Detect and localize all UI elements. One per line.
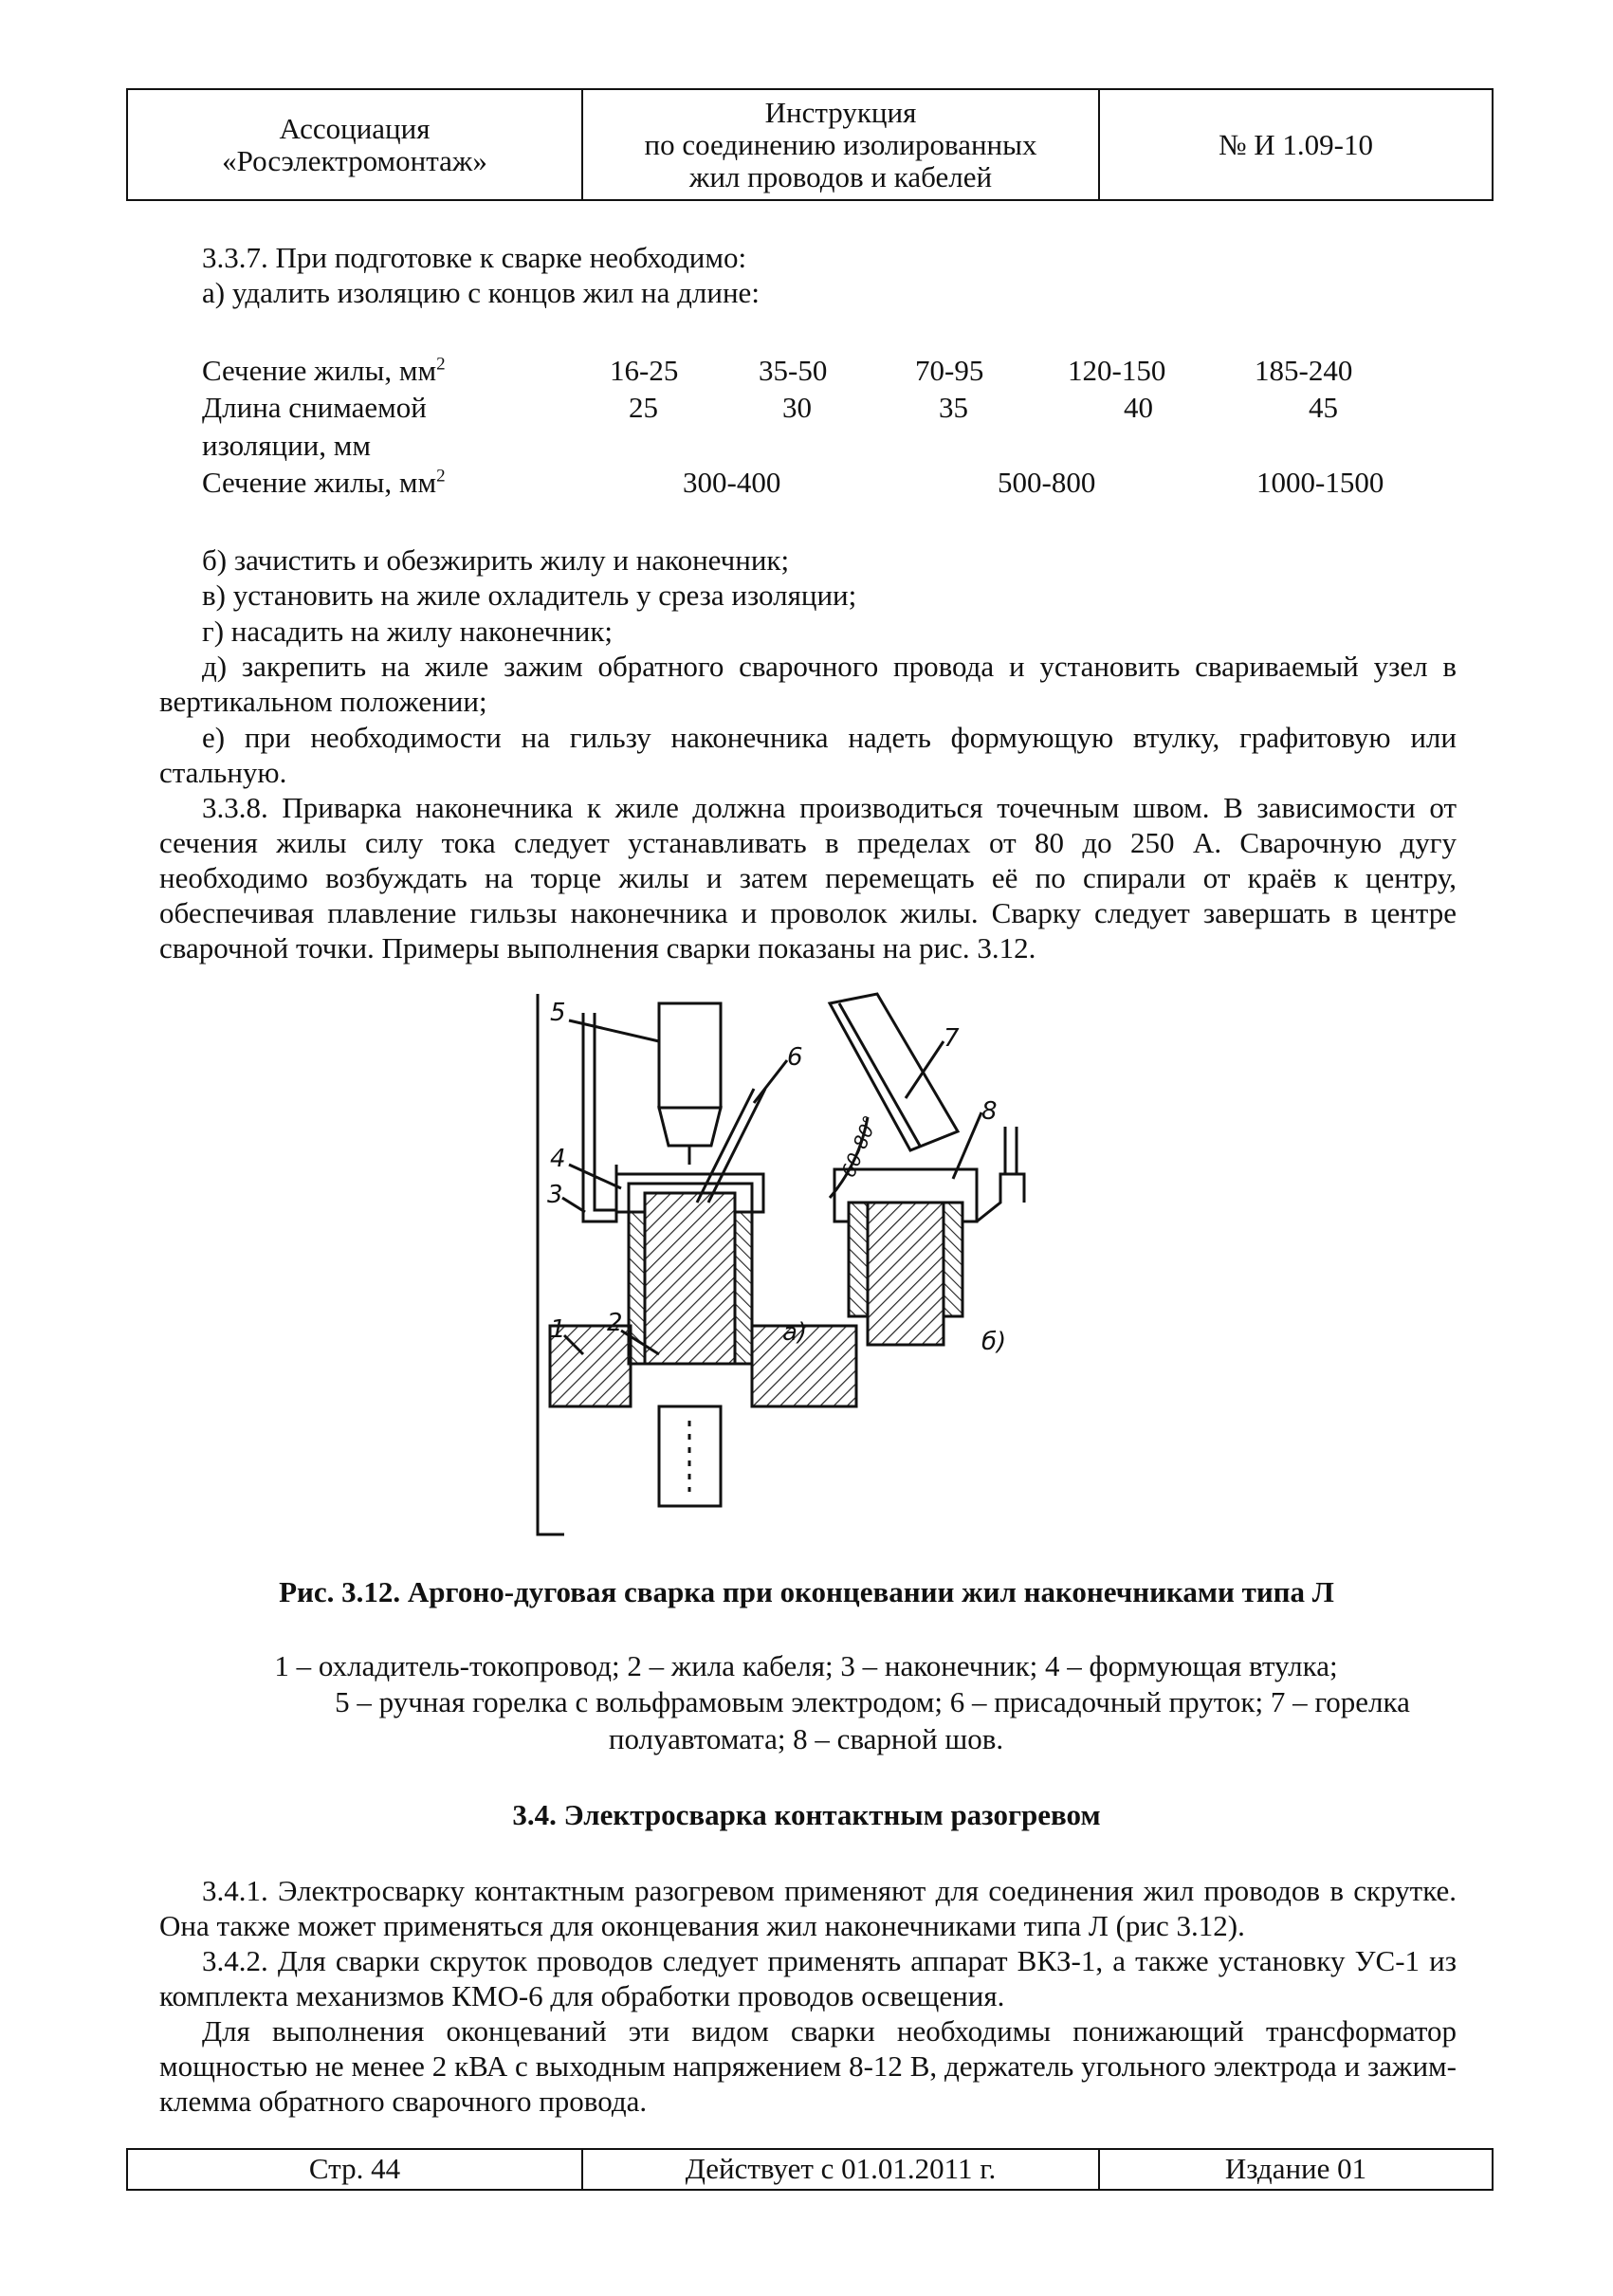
footer-edition: Издание 01 — [1224, 2152, 1367, 2185]
step-b: б) зачистить и обезжирить жилу и наконечник; — [202, 543, 790, 577]
paragraph-3-3-8: 3.3.8. Приварка наконечника к жиле должна производиться точечным швом. В зависимости от сечения жилы силу тока следует устанавливать в пределах от 80 до 250 А. Сварочную дугу необходимо возбуждать на торце жилы и затем перемещать её по спирали от краёв к центру, обеспечивая плавление гильзы наконечника и проволок жилы. Сварку следует завершать в центре сварочной точки. Примеры выполнения сварки показаны на рис. 3.12. — [159, 791, 1457, 964]
row3-label: Сечение жилы, $мм^2$ — [202, 466, 446, 499]
header-doc-cell — [583, 90, 1100, 199]
legend-line-3: полуавтомата; 8 – сварной шов. — [608, 1722, 1004, 1755]
table-cell: 30 — [782, 391, 812, 424]
fig-label-b: б) — [981, 1328, 1007, 1356]
doc-title-line-1: Инструкция — [764, 95, 917, 129]
legend-line-2: 5 – ручная горелка с вольфрамовым электродом; 6 – присадочный пруток; 7 – горелка — [335, 1685, 1410, 1718]
paragraph-3-4-3: Для выполнения оконцеваний эти видом сварки необходимы понижающий трансформатор мощностью не менее 2 кВА с выходным напряжением 8-12 В, держатель угольного электрода и зажим-клемма обратного сварочного провода. — [159, 2014, 1457, 2118]
doc-title-line-3: жил проводов и кабелей — [688, 159, 993, 193]
fig-label-3: 3 — [547, 1181, 563, 1209]
row2-label-line-1: Длина снимаемой — [202, 391, 427, 424]
table-cell: 300-400 — [683, 466, 781, 499]
header-table — [126, 88, 1494, 201]
item-a: а) удалить изоляцию с концов жил на длине: — [202, 276, 760, 309]
fig-angle-label: 60-80° — [836, 1111, 883, 1181]
step-v: в) установить на жиле охладитель у среза изоляции; — [202, 579, 857, 612]
row1-label: Сечение жилы, $мм^2$ — [202, 354, 446, 387]
step-g: г) насадить на жилу наконечник; — [202, 615, 614, 648]
table-cell: 45 — [1309, 391, 1338, 424]
table-cell: 40 — [1124, 391, 1153, 424]
table-cell: 500-800 — [998, 466, 1096, 499]
table-cell: 185-240 — [1255, 354, 1353, 387]
fig-label-1: 1 — [550, 1315, 566, 1344]
doc-title-line-2: по соединению изолированных — [644, 127, 1037, 161]
org-line-1: Ассоциация — [279, 111, 431, 145]
figure-caption: Рис. 3.12. Аргоно-дуговая сварка при оконцевании жил наконечниками типа Л — [279, 1575, 1334, 1608]
fig-label-6: 6 — [787, 1043, 803, 1072]
table-cell: 16-25 — [610, 354, 679, 387]
paragraph-3-4-2: 3.4.2. Для сварки скруток проводов следует применять аппарат ВКЗ-1, а также установку УС-1 из комплекта механизмов КМО-6 для обработки проводов освещения. — [159, 1944, 1457, 2012]
legend-line-1: 1 – охладитель-токопровод; 2 – жила кабеля; 3 – наконечник; 4 – формующая втулка; — [274, 1649, 1338, 1682]
header-org-cell — [128, 90, 583, 199]
paragraph-3-3-7: 3.3.7. При подготовке к сварке необходимо: — [202, 241, 747, 274]
row2-label-line-2: изоляции, мм — [202, 429, 371, 462]
header-number-cell — [1100, 90, 1492, 199]
table-cell: 25 — [629, 391, 658, 424]
footer-table — [126, 2148, 1494, 2191]
org-line-2: «Росэлектромонтаж» — [222, 143, 487, 177]
fig-label-2: 2 — [607, 1309, 623, 1337]
step-d: д) закрепить на жиле зажим обратного сварочного провода и установить свариваемый узел в вертикальном положении; — [159, 650, 1457, 718]
paragraph-3-4-1: 3.4.1. Электросварку контактным разогревом применяют для соединения жил проводов в скрутке. Она также может применяться для оконцевания жил наконечниками типа Л (рис 3.12). — [159, 1874, 1457, 1942]
fig-label-8: 8 — [981, 1097, 998, 1126]
welding-figure — [526, 975, 1048, 1546]
doc-number: № И 1.09-10 — [1218, 127, 1374, 161]
section-title-3-4: 3.4. Электросварка контактным разогревом — [512, 1798, 1101, 1831]
table-cell: 120-150 — [1068, 354, 1166, 387]
footer-valid: Действует с 01.01.2011 г. — [583, 2150, 1100, 2189]
fig-label-5: 5 — [550, 999, 566, 1027]
footer-page: Стр. 44 — [128, 2150, 583, 2189]
table-cell: 35 — [939, 391, 968, 424]
table-cell: 1000-1500 — [1256, 466, 1384, 499]
step-e: е) при необходимости на гильзу наконечника надеть формующую втулку, графитовую или стальную. — [159, 721, 1457, 789]
fig-label-4: 4 — [550, 1145, 566, 1173]
table-cell: 70-95 — [915, 354, 984, 387]
fig-label-7: 7 — [944, 1024, 960, 1053]
fig-label-a: а) — [782, 1318, 808, 1347]
table-cell: 35-50 — [759, 354, 828, 387]
